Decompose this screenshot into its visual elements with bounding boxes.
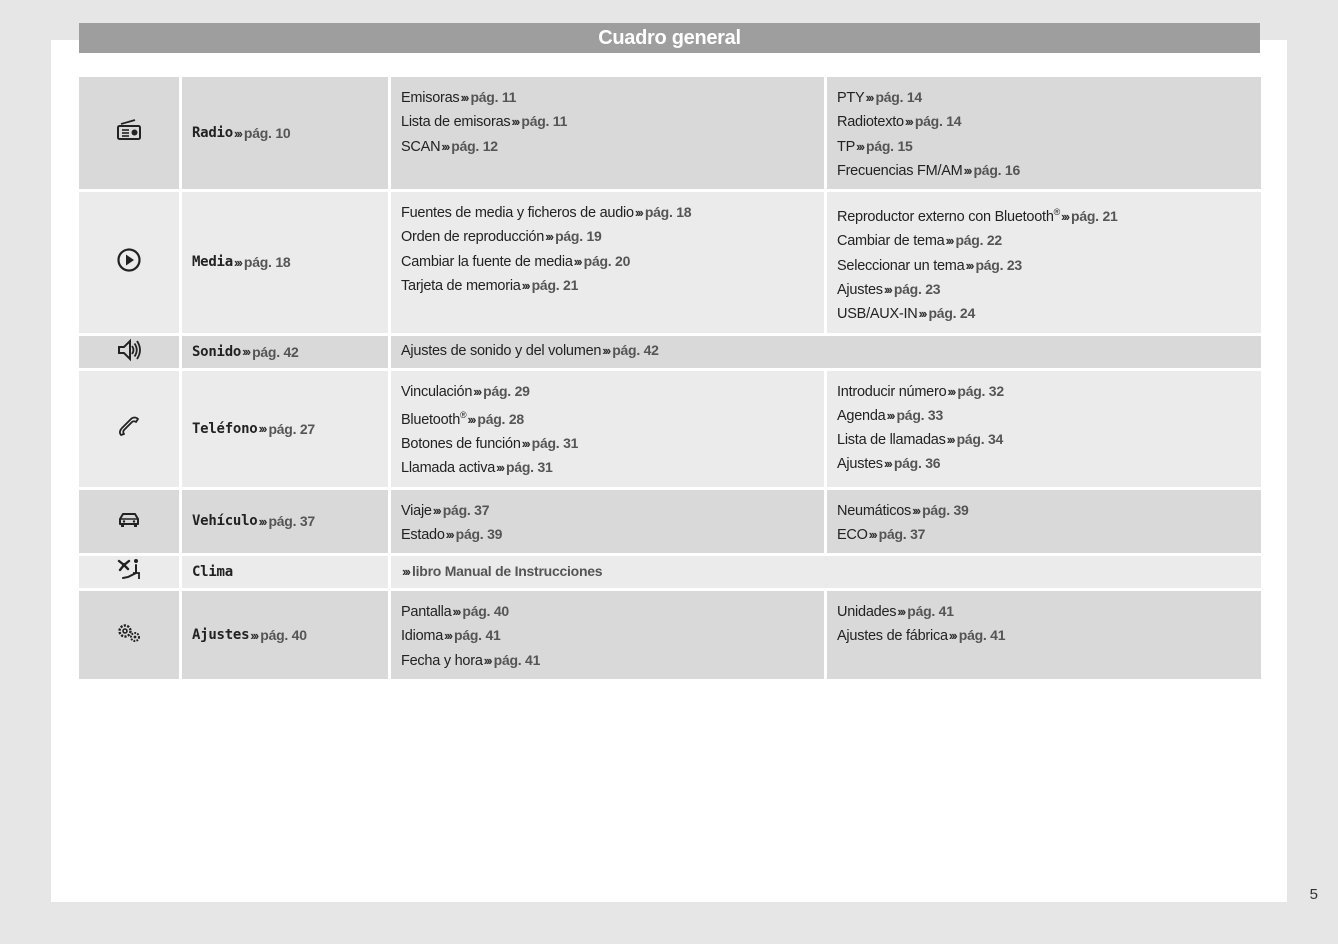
entry-line xyxy=(401,456,814,480)
entry-line xyxy=(401,432,814,456)
entry-line xyxy=(401,135,814,159)
page-reference-link[interactable]: pág. 31 xyxy=(506,459,553,476)
arrow-icon: ››› xyxy=(634,205,642,221)
entry-line xyxy=(837,404,1251,428)
page-reference-link[interactable]: pág. 12 xyxy=(451,137,498,154)
page-reference-link[interactable]: pág. 37 xyxy=(442,501,490,518)
entry-text: Fecha y hora xyxy=(401,652,483,669)
entry-line xyxy=(837,254,1251,278)
entry-line xyxy=(401,250,814,274)
entry-text: Neumáticos xyxy=(837,502,912,519)
entry-text: Tarjeta de memoria xyxy=(401,278,521,295)
page-reference-link[interactable]: pág. 11 xyxy=(521,113,568,130)
page-reference-link[interactable]: pág. 39 xyxy=(922,501,969,518)
entry-text: Fuentes de media y ficheros de audio xyxy=(401,205,634,222)
arrow-icon: ››› xyxy=(460,90,468,105)
arrow-icon: ››› xyxy=(452,604,460,620)
entry-text: Lista de emisoras xyxy=(401,114,511,131)
row-media-col1 xyxy=(391,192,824,332)
entry-line xyxy=(401,110,814,134)
page-reference-link[interactable]: pág. 32 xyxy=(957,382,1004,399)
arrow-icon: ››› xyxy=(868,526,876,542)
entry-line xyxy=(401,274,814,298)
row-icon-cell xyxy=(79,556,179,588)
arrow-icon: ››› xyxy=(897,604,905,620)
page-reference-link[interactable]: pág. 37 xyxy=(268,513,315,530)
entry-line xyxy=(837,135,1251,159)
row-media-col2 xyxy=(827,192,1261,332)
row-icon-cell xyxy=(79,192,179,332)
arrow-icon: ››› xyxy=(233,254,241,270)
entry-line xyxy=(837,86,1251,110)
page-reference-link[interactable]: pág. 11 xyxy=(470,89,517,105)
row-radio-col1 xyxy=(391,77,824,189)
entry-text: USB/AUX-IN xyxy=(837,306,918,323)
page-reference-link[interactable]: pág. 19 xyxy=(555,228,602,245)
arrow-icon: ››› xyxy=(883,456,891,472)
arrow-icon: ››› xyxy=(258,421,266,436)
arrow-icon: ››› xyxy=(948,628,956,644)
page-reference-link[interactable]: pág. 15 xyxy=(866,137,913,154)
arrow-icon: ››› xyxy=(904,114,912,130)
row-vehiculo-col1 xyxy=(391,490,824,554)
entry-line xyxy=(401,339,659,363)
entry-line xyxy=(837,278,1251,302)
page-reference-link[interactable]: pág. 14 xyxy=(914,113,962,130)
entry-text: Orden de reproducción xyxy=(401,229,545,246)
row-icon-cell xyxy=(79,591,179,679)
entry-text: Lista de llamadas xyxy=(837,432,946,449)
entry-text: Unidades xyxy=(837,604,897,621)
page-reference-link[interactable]: pág. 28 xyxy=(477,410,524,427)
category-label: Media xyxy=(192,254,233,271)
entry-line xyxy=(401,225,814,249)
page-reference-link[interactable]: pág. 22 xyxy=(955,232,1002,249)
phone-icon xyxy=(115,413,143,445)
page-reference-link[interactable]: pág. 23 xyxy=(975,256,1022,273)
page-reference-link[interactable]: pág. 23 xyxy=(893,280,941,297)
page-reference-link[interactable]: pág. 41 xyxy=(907,603,954,620)
arrow-icon: ››› xyxy=(945,233,953,249)
arrow-icon: ››› xyxy=(918,306,926,322)
arrow-icon: ››› xyxy=(912,502,920,518)
row-telefono-col1 xyxy=(391,371,824,487)
page-reference-link[interactable]: pág. 40 xyxy=(462,603,509,620)
entry-line xyxy=(837,499,1251,523)
category-clima[interactable] xyxy=(182,556,388,588)
page-reference-link[interactable]: pág. 16 xyxy=(973,161,1020,178)
arrow-icon: ››› xyxy=(432,502,440,518)
arrow-icon: ››› xyxy=(545,229,553,245)
page-reference-link[interactable]: pág. 21 xyxy=(1071,208,1118,225)
entry-text: Botones de función xyxy=(401,435,521,452)
entry-text: Ajustes de fábrica xyxy=(837,628,948,645)
page-reference-link[interactable]: pág. 27 xyxy=(268,420,315,437)
entry-line xyxy=(401,523,814,547)
page-reference-link[interactable]: pág. 33 xyxy=(896,406,943,423)
entry-line xyxy=(837,380,1251,404)
entry-text: Emisoras xyxy=(401,90,460,106)
registered-mark: ® xyxy=(1053,207,1061,218)
arrow-icon: ››› xyxy=(886,407,894,423)
category-radio[interactable] xyxy=(182,77,388,189)
entry-line xyxy=(837,452,1251,476)
entry-text: PTY xyxy=(837,90,865,106)
row-vehiculo-col2 xyxy=(827,490,1261,554)
settings-icon xyxy=(115,619,143,651)
page-reference-link[interactable]: pág. 41 xyxy=(493,651,541,668)
category-label: Ajustes xyxy=(192,627,250,644)
entry-text: Estado xyxy=(401,526,445,543)
category-label: Clima xyxy=(192,564,233,581)
category-label: Teléfono xyxy=(192,420,258,437)
page-reference-link[interactable]: pág. 24 xyxy=(928,305,975,322)
category-telefono[interactable] xyxy=(182,371,388,487)
play-icon xyxy=(115,246,143,278)
row-radio-col2 xyxy=(827,77,1261,189)
entry-text: Ajustes xyxy=(837,456,883,473)
arrow-icon: ››› xyxy=(233,125,241,141)
entry-line xyxy=(837,110,1251,134)
entry-text: Frecuencias FM/AM xyxy=(837,162,963,179)
category-media[interactable] xyxy=(182,192,388,332)
page-reference-link[interactable]: pág. 34 xyxy=(956,431,1004,448)
page-reference-link[interactable]: pág. 14 xyxy=(875,89,922,105)
arrow-icon: ››› xyxy=(883,281,891,297)
arrow-icon: ››› xyxy=(865,90,873,105)
climate-icon xyxy=(115,556,143,588)
sound-icon xyxy=(115,336,143,368)
car-icon xyxy=(115,505,143,537)
entry-text: ECO xyxy=(837,526,868,543)
entry-text: Cambiar de tema xyxy=(837,233,945,250)
row-clima-entry xyxy=(391,556,1261,588)
row-icon-cell xyxy=(79,336,179,368)
page-reference-link[interactable]: pág. 40 xyxy=(260,627,307,644)
page-reference-link[interactable]: pág. 42 xyxy=(612,342,659,359)
arrow-icon: ››› xyxy=(445,526,453,542)
row-icon-cell xyxy=(79,490,179,554)
arrow-icon: ››› xyxy=(242,344,250,359)
arrow-icon: ››› xyxy=(473,383,481,399)
entry-text: Agenda xyxy=(837,407,886,424)
category-label: Vehículo xyxy=(192,513,258,530)
entry-text: Bluetooth xyxy=(401,411,461,428)
category-ajustes[interactable] xyxy=(182,591,388,679)
entry-line xyxy=(837,159,1251,183)
entry-line xyxy=(837,600,1251,624)
entry-line xyxy=(401,404,814,432)
page-title: Cuadro general xyxy=(79,23,1260,53)
entry-text: TP xyxy=(837,138,856,155)
entry-line xyxy=(837,428,1251,452)
entry-line xyxy=(401,201,814,225)
entry-text: Pantalla xyxy=(401,604,452,621)
row-sonido-entry xyxy=(391,336,1261,368)
entry-line xyxy=(401,600,814,624)
page-reference-link[interactable]: pág. 36 xyxy=(893,455,941,472)
arrow-icon: ››› xyxy=(467,411,475,427)
arrow-icon: ››› xyxy=(602,343,610,359)
page-reference-link[interactable]: pág. 10 xyxy=(243,125,291,142)
arrow-icon: ››› xyxy=(521,435,529,451)
arrow-icon: ››› xyxy=(250,627,258,643)
page-reference-link[interactable]: pág. 39 xyxy=(455,525,503,542)
entry-line xyxy=(401,624,814,648)
row-telefono-col2 xyxy=(827,371,1261,487)
arrow-icon: ››› xyxy=(441,138,449,154)
page-reference-link[interactable]: pág. 18 xyxy=(644,204,692,221)
page-reference-link[interactable]: pág. 29 xyxy=(483,382,530,399)
arrow-icon: ››› xyxy=(402,563,409,579)
arrow-icon: ››› xyxy=(496,460,504,476)
page-reference-link[interactable]: libro Manual de Instrucciones xyxy=(412,562,603,579)
entry-text: Cambiar la fuente de media xyxy=(401,253,573,270)
entry-line xyxy=(837,624,1251,648)
arrow-icon: ››› xyxy=(483,652,491,668)
entry-line xyxy=(837,201,1251,229)
category-label: Sonido xyxy=(192,343,242,360)
row-ajustes-col1 xyxy=(391,591,824,679)
registered-mark: ® xyxy=(460,409,467,420)
page-reference-link[interactable]: pág. 21 xyxy=(531,277,579,294)
arrow-icon: ››› xyxy=(963,162,971,178)
category-vehiculo[interactable] xyxy=(182,490,388,554)
entry-text: Seleccionar un tema xyxy=(837,257,965,274)
page-reference-link[interactable]: pág. 37 xyxy=(878,525,926,542)
entry-line xyxy=(401,560,602,584)
entry-text: Idioma xyxy=(401,628,444,645)
radio-icon xyxy=(115,117,143,149)
entry-text: Vinculación xyxy=(401,383,473,400)
entry-line xyxy=(401,380,814,404)
page-reference-link[interactable]: pág. 41 xyxy=(958,627,1006,644)
arrow-icon: ››› xyxy=(856,138,864,154)
arrow-icon: ››› xyxy=(521,278,529,294)
entry-text: Radiotexto xyxy=(837,114,904,131)
entry-text: Introducir número xyxy=(837,383,947,400)
page-reference-link[interactable]: pág. 31 xyxy=(531,434,579,451)
row-icon-cell xyxy=(79,371,179,487)
category-sonido[interactable] xyxy=(182,336,388,368)
entry-text: SCAN xyxy=(401,138,441,155)
overview-table xyxy=(79,77,1260,679)
entry-line xyxy=(837,229,1251,253)
entry-text: Viaje xyxy=(401,502,432,519)
page-reference-link[interactable]: pág. 41 xyxy=(454,627,501,644)
row-ajustes-col2 xyxy=(827,591,1261,679)
arrow-icon: ››› xyxy=(947,383,955,399)
entry-line xyxy=(837,523,1251,547)
page-reference-link[interactable]: pág. 42 xyxy=(252,343,299,360)
arrow-icon: ››› xyxy=(573,253,581,269)
page-reference-link[interactable]: pág. 20 xyxy=(583,252,631,269)
entry-line xyxy=(401,499,814,523)
arrow-icon: ››› xyxy=(1061,209,1069,225)
arrow-icon: ››› xyxy=(946,432,954,448)
row-icon-cell xyxy=(79,77,179,189)
entry-text: Ajustes de sonido y del volumen xyxy=(401,343,602,360)
entry-text: Ajustes xyxy=(837,281,883,298)
entry-line xyxy=(401,649,814,673)
entry-line xyxy=(401,86,814,110)
entry-text: Llamada activa xyxy=(401,460,496,477)
arrow-icon: ››› xyxy=(258,513,266,529)
arrow-icon: ››› xyxy=(511,114,519,130)
page-reference-link[interactable]: pág. 18 xyxy=(243,254,291,271)
page-number: 5 xyxy=(1309,886,1318,903)
arrow-icon: ››› xyxy=(444,628,452,644)
arrow-icon: ››› xyxy=(965,257,973,273)
category-label: Radio xyxy=(192,125,233,142)
entry-text: Reproductor externo con Bluetooth xyxy=(837,209,1054,226)
entry-line xyxy=(837,302,1251,326)
